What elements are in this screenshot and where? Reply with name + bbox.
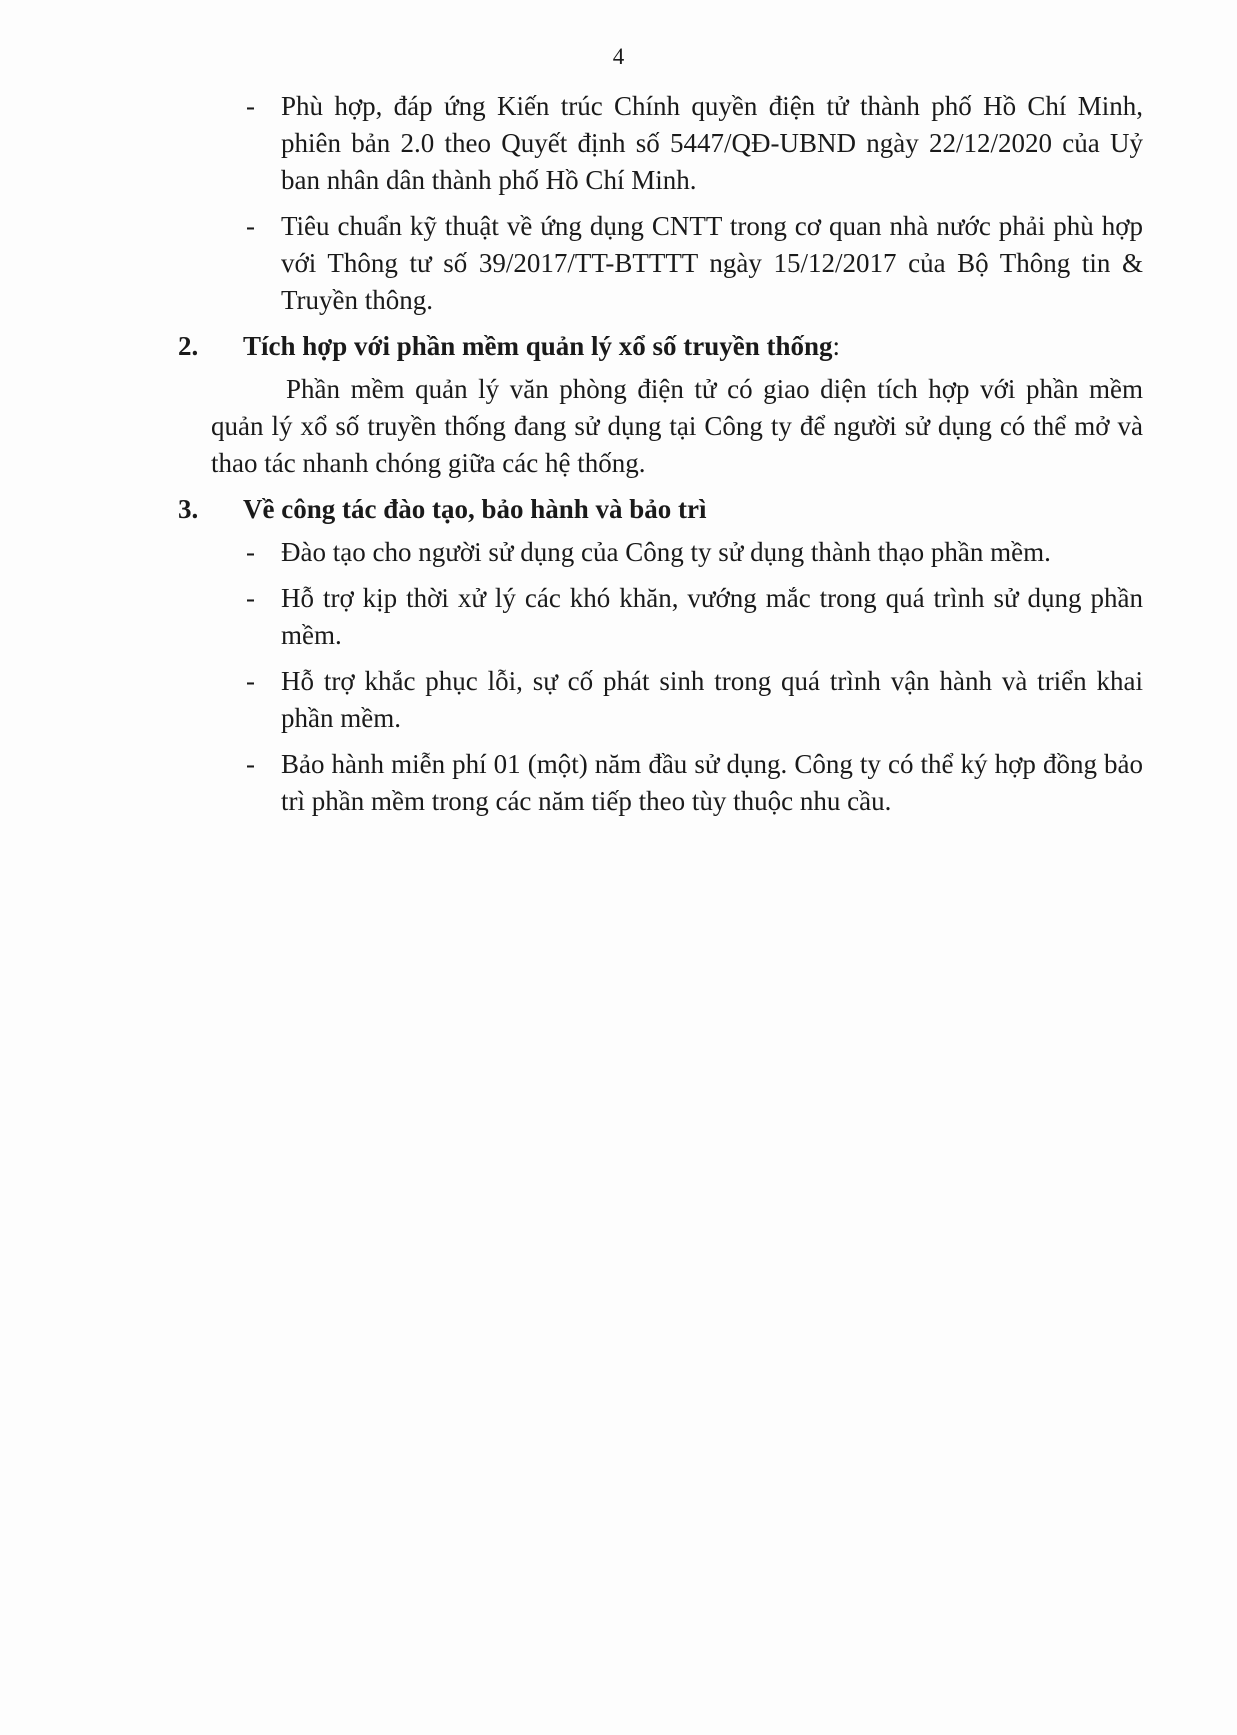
page-number: 4 bbox=[612, 44, 625, 69]
section-number: 2. bbox=[178, 331, 199, 361]
section-heading-2 bbox=[178, 328, 1143, 365]
section-heading-3 bbox=[178, 491, 1143, 528]
bullet-dash: - bbox=[246, 583, 255, 613]
list-item bbox=[211, 208, 1143, 319]
list-item-text: Hỗ trợ kịp thời xử lý các khó khăn, vướng mắc trong quá trình sử dụng phần mềm. bbox=[281, 583, 1143, 650]
section-paragraph: Phần mềm quản lý văn phòng điện tử có giao diện tích hợp với phần mềm quản lý xổ số truyền thống đang sử dụng tại Công ty để người sử dụng có thể mở và thao tác nhanh chóng giữa các hệ thống. bbox=[211, 374, 1143, 478]
section-title-colon: : bbox=[832, 331, 841, 361]
list-item bbox=[211, 580, 1143, 654]
section-title: Tích hợp với phần mềm quản lý xổ số truyền thống bbox=[243, 331, 833, 361]
bullet-dash: - bbox=[246, 537, 255, 567]
list-item bbox=[211, 663, 1143, 737]
list-item bbox=[211, 534, 1143, 571]
document-body bbox=[178, 88, 1143, 829]
list-item bbox=[211, 88, 1143, 199]
bullet-dash: - bbox=[246, 211, 255, 241]
section-number: 3. bbox=[178, 494, 199, 524]
list-item-text: Hỗ trợ khắc phục lỗi, sự cố phát sinh trong quá trình vận hành và triển khai phần mềm. bbox=[281, 666, 1143, 733]
bullet-dash: - bbox=[246, 749, 255, 779]
bullet-dash: - bbox=[246, 91, 255, 121]
list-item bbox=[211, 746, 1143, 820]
list-item-text: Phù hợp, đáp ứng Kiến trúc Chính quyền điện tử thành phố Hồ Chí Minh, phiên bản 2.0 theo Quyết định số 5447/QĐ-UBND ngày 22/12/2020 của Uỷ ban nhân dân thành phố Hồ Chí Minh. bbox=[281, 91, 1143, 195]
bullet-dash: - bbox=[246, 666, 255, 696]
list-item-text: Đào tạo cho người sử dụng của Công ty sử dụng thành thạo phần mềm. bbox=[281, 537, 1051, 567]
section-title: Về công tác đào tạo, bảo hành và bảo trì bbox=[243, 494, 707, 524]
list-item-text: Tiêu chuẩn kỹ thuật về ứng dụng CNTT trong cơ quan nhà nước phải phù hợp với Thông tư số 39/2017/TT-BTTTT ngày 15/12/2017 của Bộ Thông tin & Truyền thông. bbox=[281, 211, 1143, 315]
list-item-text: Bảo hành miễn phí 01 (một) năm đầu sử dụng. Công ty có thể ký hợp đồng bảo trì phần mềm trong các năm tiếp theo tùy thuộc nhu cầu. bbox=[281, 749, 1143, 816]
